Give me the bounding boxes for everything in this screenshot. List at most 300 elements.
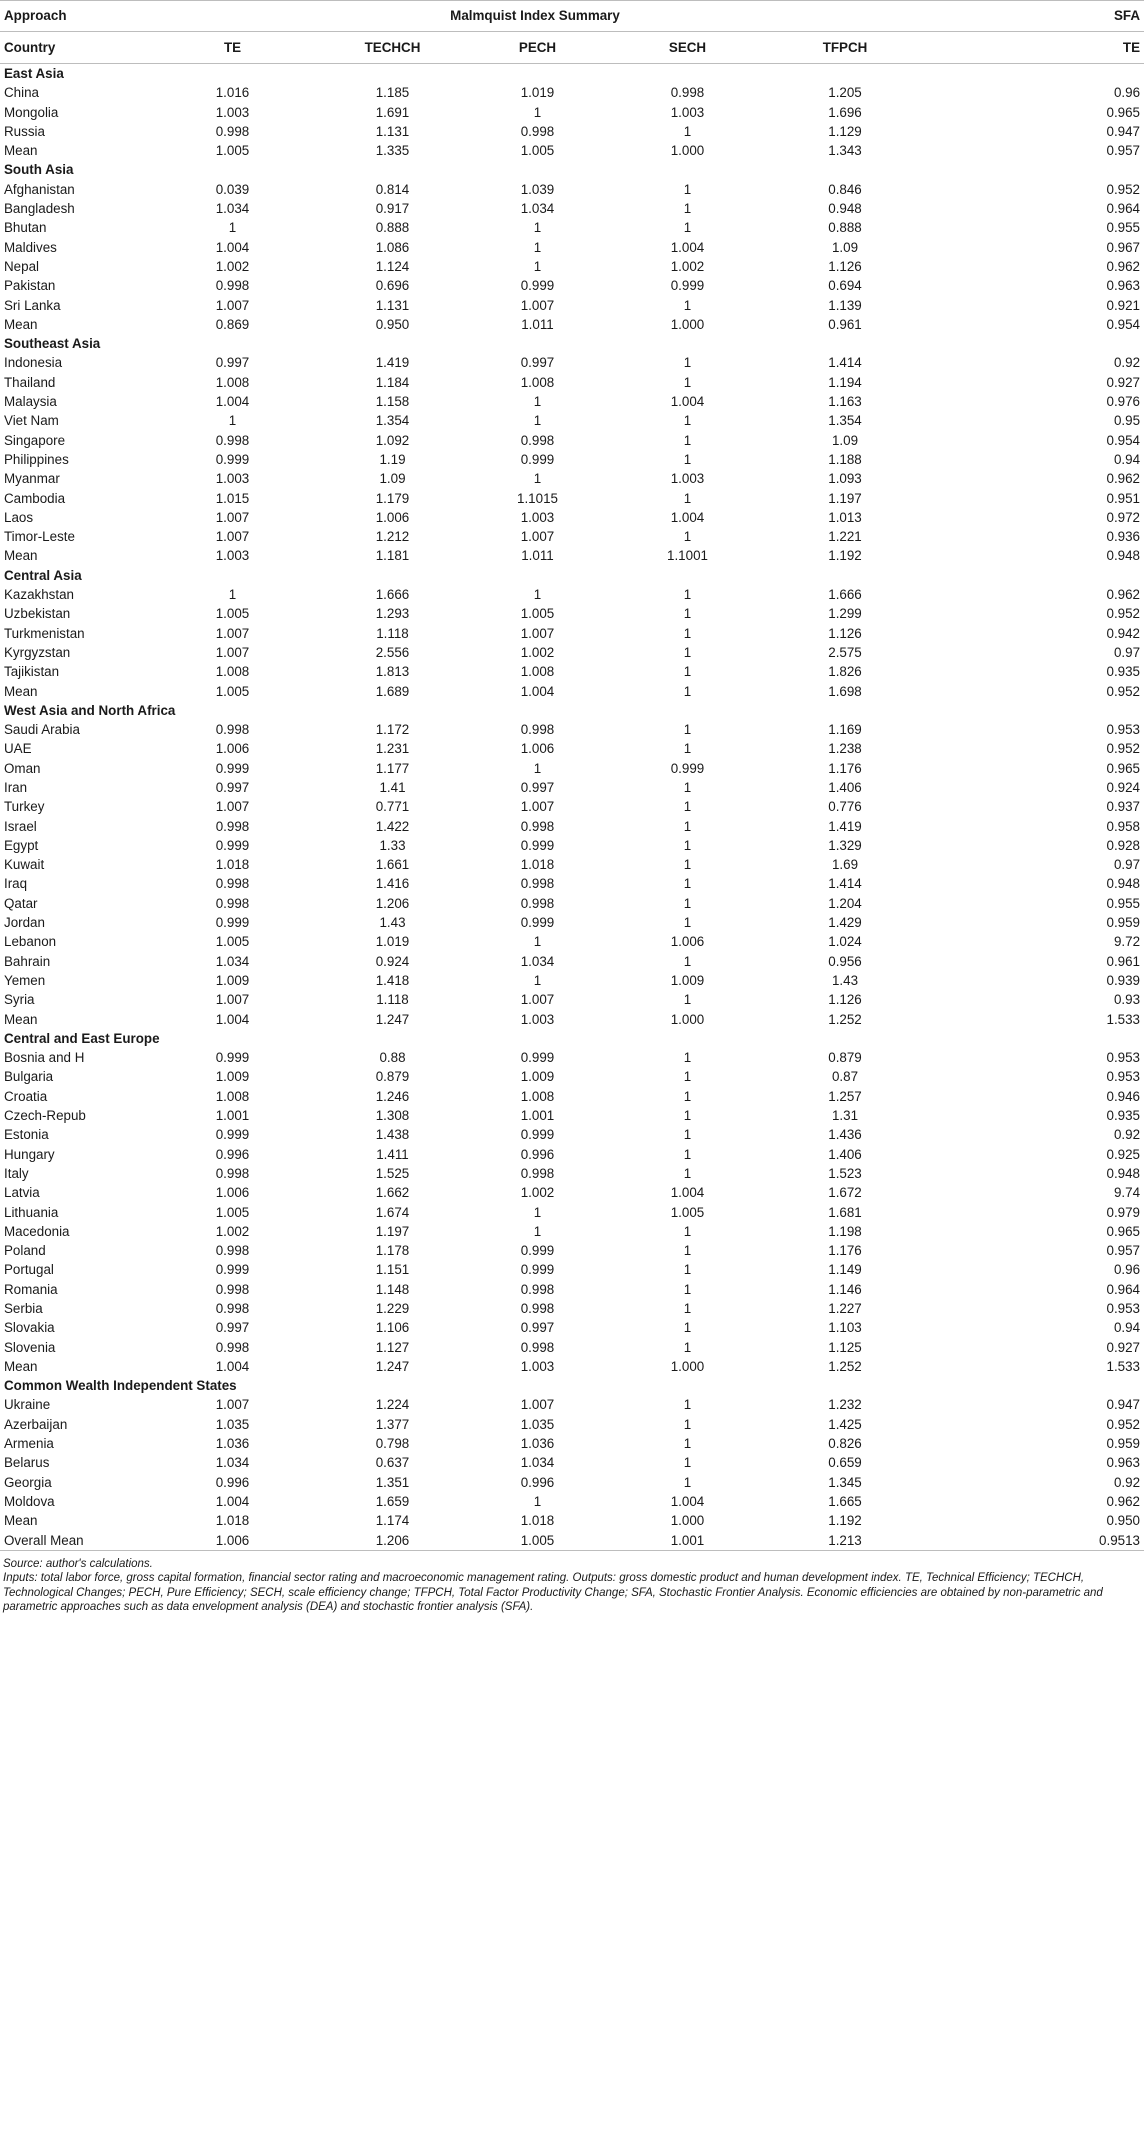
value-cell: 1.039 bbox=[520, 181, 555, 197]
value-cell: 1 bbox=[683, 799, 692, 815]
country-cell: Oman bbox=[4, 760, 41, 776]
country-cell: Kyrgyzstan bbox=[4, 644, 71, 660]
header-row-columns bbox=[0, 32, 1144, 64]
value-cell: 0.957 bbox=[1106, 143, 1141, 159]
value-cell: 1.674 bbox=[375, 1204, 410, 1220]
value-cell: 1.086 bbox=[375, 239, 410, 255]
value-cell: 1.005 bbox=[215, 1204, 250, 1220]
value-cell: 1.43 bbox=[379, 915, 406, 931]
country-cell: Mean bbox=[4, 548, 38, 564]
value-cell: 1.252 bbox=[828, 1011, 862, 1027]
value-cell: 1 bbox=[533, 104, 542, 120]
value-cell: 1 bbox=[683, 606, 692, 622]
value-cell: 1.19 bbox=[379, 451, 406, 467]
value-cell: 1.004 bbox=[215, 1493, 250, 1509]
value-cell: 1.011 bbox=[521, 548, 554, 564]
region-title: East Asia bbox=[4, 66, 64, 81]
country-cell: Yemen bbox=[4, 972, 46, 988]
value-cell: 0.997 bbox=[520, 355, 555, 371]
country-cell: Indonesia bbox=[4, 355, 63, 371]
value-cell: 1 bbox=[683, 1416, 692, 1432]
country-cell: Slovenia bbox=[4, 1339, 56, 1355]
table-row bbox=[0, 296, 1144, 315]
header-row-approach bbox=[0, 1, 1144, 32]
value-cell: 1.034 bbox=[215, 201, 250, 217]
value-cell: 0.997 bbox=[520, 779, 555, 795]
value-cell: 1.093 bbox=[828, 471, 862, 487]
table-row bbox=[0, 1241, 1144, 1260]
value-cell: 1.659 bbox=[375, 1493, 410, 1509]
value-cell: 1.163 bbox=[828, 394, 862, 410]
value-cell: 1.035 bbox=[215, 1416, 250, 1432]
value-cell: 0.925 bbox=[1106, 1146, 1141, 1162]
value-cell: 0.999 bbox=[215, 1127, 250, 1143]
value-cell: 1 bbox=[683, 529, 692, 545]
value-cell: 0.953 bbox=[1106, 1301, 1141, 1316]
value-cell: 1.005 bbox=[670, 1204, 705, 1220]
country-cell: Kuwait bbox=[4, 857, 45, 873]
value-cell: 1 bbox=[683, 1262, 692, 1278]
value-cell: 1.09 bbox=[379, 471, 406, 487]
value-cell: 1 bbox=[683, 722, 692, 738]
value-cell: 1.231 bbox=[375, 741, 410, 757]
value-cell: 1.192 bbox=[828, 1513, 862, 1529]
value-cell: 1.293 bbox=[375, 606, 410, 622]
value-cell: 1.003 bbox=[670, 471, 705, 487]
value-cell: 1.212 bbox=[375, 529, 410, 545]
value-cell: 0.962 bbox=[1106, 258, 1141, 274]
table-row bbox=[0, 1222, 1144, 1241]
value-cell: 1.179 bbox=[375, 490, 410, 506]
col-header-sech: SECH bbox=[615, 32, 760, 64]
value-cell: 1 bbox=[533, 220, 542, 236]
region-title: Common Wealth Independent States bbox=[4, 1378, 237, 1394]
value-cell: 1.003 bbox=[215, 548, 250, 564]
country-cell: Singapore bbox=[4, 432, 66, 448]
value-cell: 0.998 bbox=[670, 85, 705, 101]
value-cell: 1.034 bbox=[215, 953, 250, 969]
country-cell: Mean bbox=[4, 1513, 38, 1529]
table-row bbox=[0, 894, 1144, 913]
value-cell: 1.247 bbox=[375, 1011, 410, 1027]
value-cell: 0.998 bbox=[215, 432, 250, 448]
value-cell: 1.204 bbox=[828, 895, 862, 911]
table-row bbox=[0, 1087, 1144, 1106]
value-cell: 1.354 bbox=[828, 413, 862, 429]
country-cell: Portugal bbox=[4, 1262, 54, 1278]
value-cell: 0.953 bbox=[1106, 722, 1141, 738]
value-cell: 0.996 bbox=[215, 1146, 250, 1162]
value-cell: 0.955 bbox=[1106, 895, 1141, 911]
country-cell: Romania bbox=[4, 1281, 58, 1297]
value-cell: 0.952 bbox=[1106, 683, 1141, 699]
value-cell: 1.351 bbox=[375, 1474, 410, 1490]
value-cell: 1.665 bbox=[828, 1493, 862, 1509]
table-row bbox=[0, 1338, 1144, 1357]
value-cell: 1.345 bbox=[828, 1474, 862, 1490]
table-row bbox=[0, 1067, 1144, 1086]
value-cell: 1 bbox=[683, 374, 692, 390]
value-cell: 0.998 bbox=[520, 123, 555, 139]
value-cell: 0.999 bbox=[520, 1262, 555, 1278]
value-cell: 1.184 bbox=[375, 374, 410, 390]
table-row bbox=[0, 1473, 1144, 1492]
malmquist-header: Malmquist Index Summary bbox=[140, 1, 930, 32]
value-cell: 1.092 bbox=[375, 432, 410, 448]
value-cell: 1.003 bbox=[520, 509, 555, 525]
value-cell: 0.9513 bbox=[930, 1531, 1144, 1551]
value-cell: 1 bbox=[228, 220, 237, 236]
value-cell: 0.953 bbox=[1106, 1069, 1141, 1085]
value-cell: 1.438 bbox=[375, 1127, 410, 1143]
country-cell: Italy bbox=[4, 1165, 29, 1181]
country-cell: Latvia bbox=[4, 1185, 40, 1201]
mean-row bbox=[0, 1357, 1144, 1376]
value-cell: 1.406 bbox=[828, 779, 862, 795]
value-cell: 0.998 bbox=[215, 1165, 250, 1181]
value-cell: 1.666 bbox=[828, 587, 862, 603]
table-row bbox=[0, 720, 1144, 739]
table-row bbox=[0, 103, 1144, 122]
country-cell: Mean bbox=[4, 143, 38, 159]
region-header-row bbox=[0, 64, 1144, 84]
value-cell: 1.43 bbox=[831, 972, 859, 988]
mean-row bbox=[0, 1010, 1144, 1029]
value-cell: 1.224 bbox=[375, 1397, 410, 1413]
value-cell: 1.005 bbox=[215, 143, 250, 159]
value-cell: 0.998 bbox=[520, 1339, 555, 1355]
table-row bbox=[0, 527, 1144, 546]
value-cell: 1.007 bbox=[215, 625, 250, 641]
value-cell: 1.016 bbox=[215, 85, 250, 101]
value-cell: 1.377 bbox=[375, 1416, 410, 1432]
country-cell: Belarus bbox=[4, 1455, 50, 1471]
value-cell: 0.999 bbox=[520, 837, 555, 853]
value-cell: 0.950 bbox=[1106, 1513, 1141, 1529]
value-cell: 0.939 bbox=[1106, 972, 1141, 988]
value-cell: 0.952 bbox=[1106, 181, 1141, 197]
value-cell: 1 bbox=[533, 972, 542, 988]
country-cell: Viet Nam bbox=[4, 413, 59, 429]
value-cell: 0.958 bbox=[1106, 818, 1141, 834]
country-cell: Tajikistan bbox=[4, 664, 60, 680]
country-cell: Macedonia bbox=[4, 1223, 70, 1239]
value-cell: 0.965 bbox=[1106, 760, 1141, 776]
value-cell: 0.999 bbox=[520, 1127, 555, 1143]
value-cell: 0.94 bbox=[1113, 1320, 1141, 1336]
country-cell: Philippines bbox=[4, 451, 69, 467]
table-row bbox=[0, 1318, 1144, 1337]
value-cell: 1.005 bbox=[215, 683, 250, 699]
value-cell: 1.525 bbox=[375, 1165, 410, 1181]
value-cell: 1.018 bbox=[215, 1513, 250, 1529]
value-cell: 0.998 bbox=[215, 123, 250, 139]
country-cell: Malaysia bbox=[4, 394, 57, 410]
value-cell: 1.422 bbox=[375, 818, 410, 834]
value-cell: 1.197 bbox=[375, 1223, 410, 1239]
value-cell: 1.181 bbox=[375, 548, 410, 564]
value-cell: 1.008 bbox=[215, 664, 250, 680]
value-cell: 1 bbox=[683, 297, 692, 313]
value-cell: 1 bbox=[683, 625, 692, 641]
value-cell: 1.007 bbox=[215, 297, 250, 313]
value-cell: 0.936 bbox=[1106, 529, 1141, 545]
value-cell: 2.556 bbox=[375, 644, 410, 660]
value-cell: 1 bbox=[683, 818, 692, 834]
value-cell: 0.962 bbox=[1106, 587, 1141, 603]
value-cell: 0.659 bbox=[828, 1455, 862, 1471]
country-cell: Bulgaria bbox=[4, 1069, 54, 1085]
value-cell: 1.129 bbox=[828, 123, 862, 139]
value-cell: 0.997 bbox=[520, 1320, 555, 1336]
value-cell: 0.96 bbox=[1113, 85, 1141, 101]
table-row bbox=[0, 1203, 1144, 1222]
value-cell: 0.846 bbox=[828, 181, 862, 197]
value-cell: 0.927 bbox=[1106, 374, 1141, 390]
table-row bbox=[0, 990, 1144, 1009]
value-cell: 0.942 bbox=[1106, 625, 1141, 641]
table-row bbox=[0, 1048, 1144, 1067]
value-cell: 0.92 bbox=[1113, 355, 1141, 371]
value-cell: 0.998 bbox=[215, 1243, 250, 1259]
value-cell: 0.826 bbox=[828, 1436, 862, 1452]
value-cell: 1.005 bbox=[520, 143, 555, 159]
table-row bbox=[0, 952, 1144, 971]
value-cell: 1.238 bbox=[828, 741, 862, 757]
value-cell: 1.008 bbox=[215, 1088, 250, 1104]
value-cell: 1.002 bbox=[215, 258, 250, 274]
mean-row bbox=[0, 1511, 1144, 1530]
value-cell: 0.869 bbox=[215, 316, 250, 332]
value-cell: 1.007 bbox=[520, 1397, 555, 1413]
value-cell: 1.429 bbox=[828, 915, 862, 931]
value-cell: 0.972 bbox=[1106, 509, 1141, 525]
country-cell: Iran bbox=[4, 779, 28, 795]
value-cell: 0.952 bbox=[1106, 606, 1141, 622]
value-cell: 0.935 bbox=[1106, 1108, 1141, 1124]
value-cell: 0.924 bbox=[1106, 779, 1141, 795]
mean-row bbox=[0, 141, 1144, 160]
table-row bbox=[0, 238, 1144, 257]
region-title: Central and East Europe bbox=[4, 1030, 160, 1046]
value-cell: 1.002 bbox=[215, 1223, 250, 1239]
value-cell: 0.998 bbox=[520, 818, 555, 834]
value-cell: 1.000 bbox=[670, 316, 705, 332]
country-cell: Turkmenistan bbox=[4, 625, 85, 641]
value-cell: 1.194 bbox=[828, 374, 862, 390]
value-cell: 0.637 bbox=[375, 1455, 410, 1471]
value-cell: 1.533 bbox=[1106, 1011, 1141, 1027]
country-cell: Bangladesh bbox=[4, 201, 75, 217]
value-cell: 0.999 bbox=[520, 451, 555, 467]
value-cell: 1.33 bbox=[379, 837, 406, 853]
value-cell: 1.009 bbox=[215, 972, 250, 988]
table-row bbox=[0, 1145, 1144, 1164]
value-cell: 0.956 bbox=[828, 953, 862, 969]
value-cell: 1.666 bbox=[375, 587, 410, 603]
value-cell: 0.998 bbox=[520, 1165, 555, 1181]
value-cell: 0.965 bbox=[1106, 104, 1141, 120]
value-cell: 0.917 bbox=[375, 201, 410, 217]
value-cell: 1.176 bbox=[828, 1243, 862, 1259]
value-cell: 1 bbox=[683, 1165, 692, 1181]
value-cell: 0.927 bbox=[1106, 1339, 1141, 1355]
value-cell: 0.964 bbox=[1106, 201, 1141, 217]
value-cell: 1.206 bbox=[325, 1531, 460, 1551]
country-cell: Israel bbox=[4, 818, 37, 834]
value-cell: 1.006 bbox=[670, 934, 705, 950]
country-cell: Georgia bbox=[4, 1474, 52, 1490]
value-cell: 0.921 bbox=[1106, 297, 1141, 313]
col-header-sfa-te: TE bbox=[930, 32, 1144, 64]
country-cell: Mean bbox=[4, 683, 38, 699]
value-cell: 2.575 bbox=[828, 644, 862, 660]
value-cell: 0.979 bbox=[1106, 1204, 1141, 1220]
table-row bbox=[0, 604, 1144, 623]
value-cell: 1.007 bbox=[520, 297, 555, 313]
value-cell: 0.961 bbox=[1106, 953, 1141, 969]
table-row bbox=[0, 624, 1144, 643]
country-cell: Poland bbox=[4, 1243, 46, 1259]
value-cell: 1.425 bbox=[828, 1416, 862, 1432]
value-cell: 0.999 bbox=[215, 837, 250, 853]
value-cell: 1.205 bbox=[828, 85, 862, 101]
value-cell: 1.005 bbox=[215, 934, 250, 950]
region-title: Southeast Asia bbox=[4, 336, 101, 352]
value-cell: 1.698 bbox=[828, 683, 862, 699]
value-cell: 1 bbox=[683, 1243, 692, 1259]
value-cell: 1 bbox=[683, 1146, 692, 1162]
value-cell: 1.008 bbox=[520, 1088, 555, 1104]
value-cell: 1.001 bbox=[615, 1531, 760, 1551]
value-cell: 1.000 bbox=[670, 1358, 705, 1374]
value-cell: 0.937 bbox=[1106, 799, 1141, 815]
country-cell: Mongolia bbox=[4, 104, 59, 120]
value-cell: 1 bbox=[533, 760, 542, 776]
value-cell: 1.406 bbox=[828, 1146, 862, 1162]
value-cell: 1.124 bbox=[375, 258, 410, 274]
table-row bbox=[0, 913, 1144, 932]
value-cell: 1 bbox=[683, 123, 692, 139]
value-cell: 1.185 bbox=[375, 85, 410, 101]
value-cell: 1.229 bbox=[375, 1301, 410, 1316]
country-cell: Bhutan bbox=[4, 220, 47, 236]
value-cell: 1.006 bbox=[375, 509, 410, 525]
table-row bbox=[0, 1453, 1144, 1472]
value-cell: 0.94 bbox=[1113, 451, 1141, 467]
value-cell: 1.151 bbox=[375, 1262, 410, 1278]
country-cell: Estonia bbox=[4, 1127, 49, 1143]
country-cell: Overall Mean bbox=[0, 1531, 140, 1551]
value-cell: 1.329 bbox=[828, 837, 862, 853]
value-cell: 0.965 bbox=[1106, 1223, 1141, 1239]
table-row bbox=[0, 199, 1144, 218]
value-cell: 0.957 bbox=[1106, 1243, 1141, 1259]
value-cell: 1.000 bbox=[670, 1513, 705, 1529]
country-cell: Slovakia bbox=[4, 1320, 55, 1336]
value-cell: 1 bbox=[533, 258, 542, 274]
value-cell: 1.106 bbox=[375, 1320, 410, 1336]
value-cell: 0.996 bbox=[520, 1474, 555, 1490]
definitions-note: Inputs: total labor force, gross capital formation, financial sector rating and macroeconomic management rating. Outputs: gross domestic product and human development index. TE, Technical Efficiency; TECHCH, Technological Changes; PECH, Pure Efficiency; SECH, scale efficiency change; TFPCH, Total Factor Productivity Change; SFA, Stochastic Frontier Analysis. Economic efficiencies are obtained by non-parametric and parametric approaches such as data envelopment analysis (DEA) and stochastic frontier analysis (SFA). bbox=[3, 1572, 1103, 1614]
table-row bbox=[0, 83, 1144, 102]
value-cell: 0.999 bbox=[520, 278, 555, 294]
value-cell: 1.004 bbox=[670, 394, 705, 410]
value-cell: 0.954 bbox=[1106, 316, 1141, 332]
value-cell: 0.946 bbox=[1106, 1088, 1141, 1104]
table-row bbox=[0, 1280, 1144, 1299]
value-cell: 1.681 bbox=[828, 1204, 862, 1220]
value-cell: 1 bbox=[683, 1281, 692, 1297]
value-cell: 1.002 bbox=[520, 1185, 555, 1201]
value-cell: 1.661 bbox=[375, 857, 410, 873]
value-cell: 9.74 bbox=[1113, 1185, 1141, 1201]
value-cell: 1.354 bbox=[375, 413, 410, 429]
value-cell: 0.998 bbox=[215, 278, 250, 294]
table-row bbox=[0, 1395, 1144, 1414]
value-cell: 0.935 bbox=[1106, 664, 1141, 680]
table-row bbox=[0, 392, 1144, 411]
value-cell: 1 bbox=[683, 1339, 692, 1355]
value-cell: 1.178 bbox=[375, 1243, 410, 1259]
value-cell: 1.125 bbox=[828, 1339, 862, 1355]
value-cell: 1.007 bbox=[520, 799, 555, 815]
country-cell: Laos bbox=[4, 509, 34, 525]
value-cell: 1.227 bbox=[828, 1301, 862, 1316]
value-cell: 1.247 bbox=[375, 1358, 410, 1374]
value-cell: 0.955 bbox=[1106, 220, 1141, 236]
value-cell: 1 bbox=[683, 837, 692, 853]
value-cell: 1.007 bbox=[215, 992, 250, 1008]
country-cell: Jordan bbox=[4, 915, 45, 931]
country-cell: Mean bbox=[4, 1011, 38, 1027]
value-cell: 1 bbox=[683, 1436, 692, 1452]
value-cell: 0.998 bbox=[520, 1281, 555, 1297]
overall-mean-row bbox=[0, 1531, 1144, 1551]
value-cell: 1.000 bbox=[670, 143, 705, 159]
value-cell: 0.999 bbox=[670, 760, 705, 776]
value-cell: 1 bbox=[683, 895, 692, 911]
value-cell: 1.004 bbox=[215, 1358, 250, 1374]
value-cell: 1.009 bbox=[670, 972, 705, 988]
value-cell: 1.002 bbox=[670, 258, 705, 274]
value-cell: 1.005 bbox=[460, 1531, 615, 1551]
value-cell: 1.169 bbox=[828, 722, 862, 738]
table-row bbox=[0, 218, 1144, 237]
value-cell: 0.948 bbox=[1106, 548, 1141, 564]
value-cell: 1.007 bbox=[520, 529, 555, 545]
value-cell: 1.007 bbox=[215, 509, 250, 525]
value-cell: 1 bbox=[683, 1127, 692, 1143]
value-cell: 1.008 bbox=[520, 374, 555, 390]
value-cell: 1.007 bbox=[520, 625, 555, 641]
country-cell: Cambodia bbox=[4, 490, 66, 506]
table-row bbox=[0, 508, 1144, 527]
value-cell: 1.246 bbox=[375, 1088, 410, 1104]
country-cell: Iraq bbox=[4, 876, 28, 892]
value-cell: 1 bbox=[683, 1108, 692, 1124]
value-cell: 1.005 bbox=[215, 606, 250, 622]
country-cell: Maldives bbox=[4, 239, 57, 255]
value-cell: 1.004 bbox=[670, 239, 705, 255]
value-cell: 1.019 bbox=[375, 934, 410, 950]
country-cell: Lithuania bbox=[4, 1204, 59, 1220]
value-cell: 1.436 bbox=[828, 1127, 862, 1143]
source-note: Source: author's calculations. bbox=[3, 1557, 153, 1570]
value-cell: 0.948 bbox=[828, 201, 862, 217]
value-cell: 1.001 bbox=[520, 1108, 555, 1124]
value-cell: 1.007 bbox=[215, 1397, 250, 1413]
